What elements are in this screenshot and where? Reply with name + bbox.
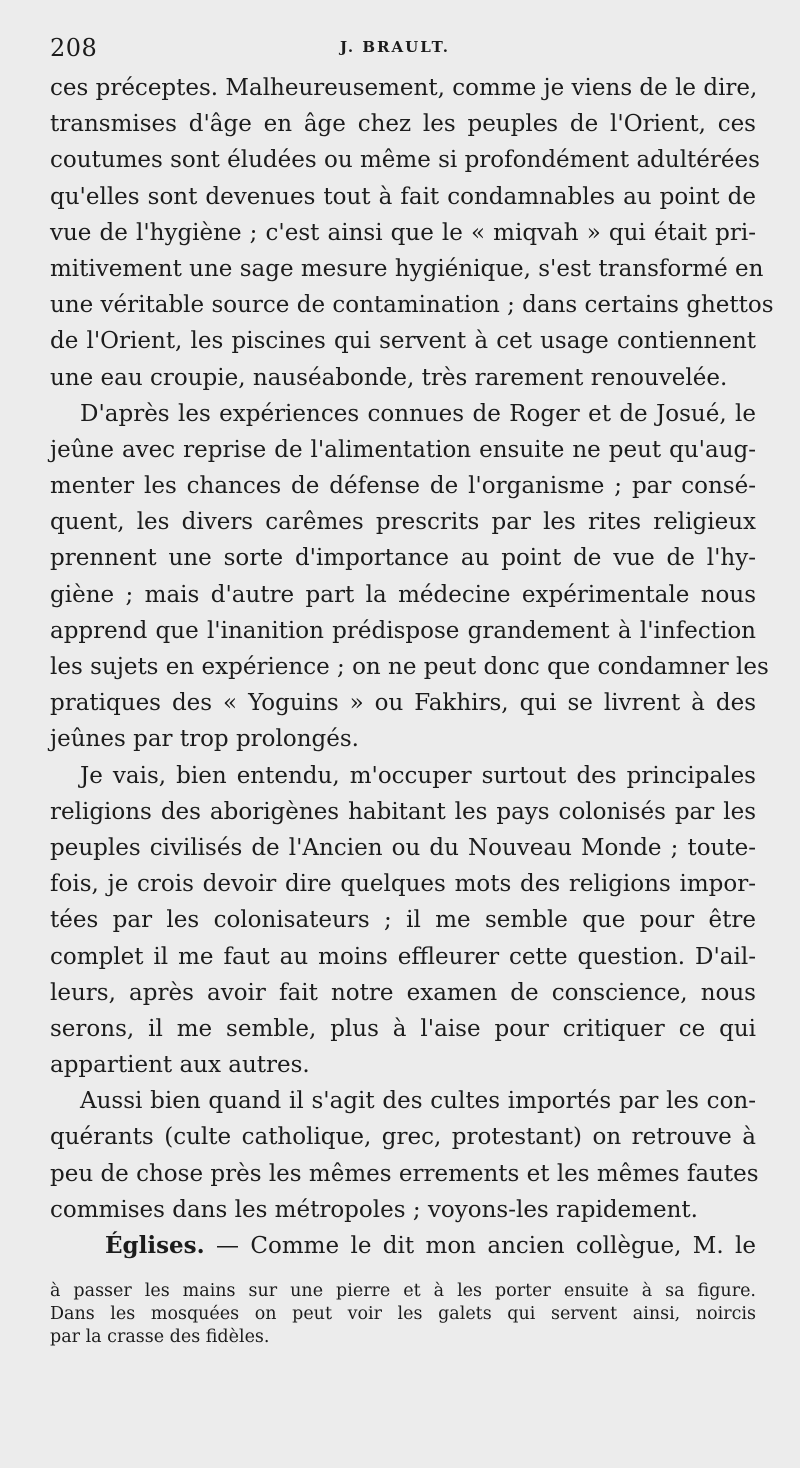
text-line: quérants (culte catholique, grec, protestant) on retrouve à [50,1124,756,1151]
text-line: quent, les divers carêmes prescrits par les rites religieux [50,509,756,536]
text-line: giène ; mais d'autre part la médecine expérimentale nous [50,581,756,608]
page-header [50,34,760,64]
text-line: fois, je crois devoir dire quelques mots des religions impor- [50,871,756,898]
text-line: jeûne avec reprise de l'alimentation ensuite ne peut qu'aug- [50,436,756,463]
text-line: de l'Orient, les piscines qui servent à cet usage contiennent [50,328,756,355]
page-number: 208 [50,34,98,62]
text-line: pratiques des « Yoguins » ou Fakhirs, qui se livrent à des [50,690,756,717]
footnote-line: Dans les mosquées on peut voir les galets qui servent ainsi, noircis [50,1304,756,1324]
text-line: une eau croupie, nauséabonde, très rarement renouvelée. [50,364,728,391]
text-line: mitivement une sage mesure hygiénique, s'est transformé en [50,255,764,282]
text-line: qu'elles sont devenues tout à fait condamnables au point de [50,183,756,210]
section-text: — Comme le dit mon ancien collègue, M. le [216,1233,757,1259]
footnotes [50,1280,756,1349]
text-line: prennent une sorte d'importance au point de vue de l'hy- [50,545,756,572]
text-line: apprend que l'inanition prédispose grandement à l'infection [50,617,756,644]
text-line: les sujets en expérience ; on ne peut donc que condamner les [50,654,769,680]
footnote-line: par la crasse des fidèles. [50,1327,270,1347]
section-heading-eglises: Églises. [105,1232,205,1259]
text-line: peuples civilisés de l'Ancien ou du Nouveau Monde ; toute- [50,834,756,861]
text-line: jeûnes par trop prolongés. [50,726,359,753]
text-line: vue de l'hygiène ; c'est ainsi que le « miqvah » qui était pri- [50,219,756,246]
body-text [50,70,774,1264]
text-line: transmises d'âge en âge chez les peuples de l'Orient, ces [50,111,756,138]
text-line: serons, il me semble, plus à l'aise pour critiquer ce qui [50,1015,756,1042]
text-line: une véritable source de contamination ; dans certains ghettos [50,292,774,319]
text-line: Je vais, bien entendu, m'occuper surtout des principales [80,762,756,789]
text-line: coutumes sont éludées ou même si profondément adultérées [50,147,760,174]
text-line: commises dans les métropoles ; voyons-les rapidement. [50,1196,698,1223]
text-line: peu de chose près les mêmes errements et les mêmes fautes [50,1160,759,1187]
text-line: appartient aux autres. [50,1052,310,1079]
text-line: menter les chances de défense de l'organisme ; par consé- [50,473,756,500]
text-line: tées par les colonisateurs ; il me semble que pour être [50,907,756,934]
running-head: J. BRAULT. [340,38,451,56]
footnote-line: à passer les mains sur une pierre et à les porter ensuite à sa figure. [50,1281,756,1301]
text-line: ces préceptes. Malheureusement, comme je viens de le dire, [50,75,758,101]
text-line: complet il me faut au moins effleurer cette question. D'ail- [50,943,756,970]
text-line: D'après les expériences connues de Roger et de Josué, le [80,400,756,427]
text-line [50,1228,756,1264]
text-line: Aussi bien quand il s'agit des cultes importés par les con- [80,1088,756,1115]
text-line: religions des aborigènes habitant les pays colonisés par les [50,798,756,825]
text-line: leurs, après avoir fait notre examen de conscience, nous [50,979,756,1006]
